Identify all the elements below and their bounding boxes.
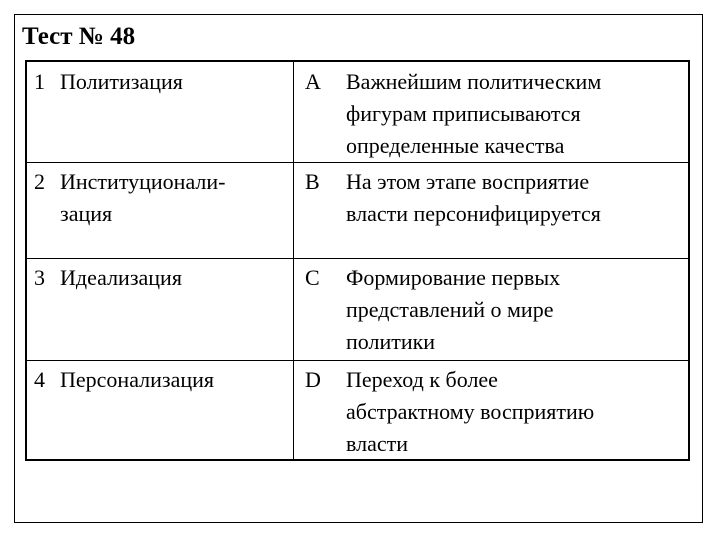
table-row	[27, 258, 688, 361]
definition-letter: A	[305, 69, 321, 94]
definition-line: фигурам приписываются	[346, 101, 581, 126]
term-number: 1	[34, 69, 45, 94]
definition-line: На этом этапе восприятие	[346, 169, 590, 194]
definition-letter: B	[305, 169, 320, 194]
table-row	[27, 62, 688, 163]
definition-line: власти персонифицируется	[346, 201, 601, 226]
definition-line: Формирование первых	[346, 265, 561, 290]
definition-line: политики	[346, 329, 436, 354]
term-line: зация	[60, 201, 113, 226]
term-text	[60, 166, 288, 230]
matching-table	[25, 60, 690, 461]
page-title: Тест № 48	[22, 23, 136, 50]
term-text	[60, 364, 288, 396]
term-number: 4	[34, 367, 45, 392]
term-line: Персонализация	[60, 367, 215, 392]
definition-text	[346, 66, 686, 162]
table-row	[27, 162, 688, 259]
definition-text	[346, 262, 686, 358]
definition-line: Переход к более	[346, 367, 498, 392]
definition-line: Важнейшим политическим	[346, 69, 602, 94]
term-number: 2	[34, 169, 45, 194]
definition-letter: D	[305, 367, 321, 392]
term-line: Идеализация	[60, 265, 182, 290]
term-number: 3	[34, 265, 45, 290]
definition-letter: C	[305, 265, 320, 290]
term-line: Институционали-	[60, 169, 226, 194]
term-text	[60, 66, 288, 98]
term-line: Политизация	[60, 69, 183, 94]
table-row	[27, 360, 688, 459]
definition-text	[346, 166, 686, 230]
definition-line: определенные качества	[346, 133, 565, 158]
definition-text	[346, 364, 686, 460]
definition-line: представлений о мире	[346, 297, 554, 322]
definition-line: власти	[346, 431, 408, 456]
definition-line: абстрактному восприятию	[346, 399, 595, 424]
term-text	[60, 262, 288, 294]
